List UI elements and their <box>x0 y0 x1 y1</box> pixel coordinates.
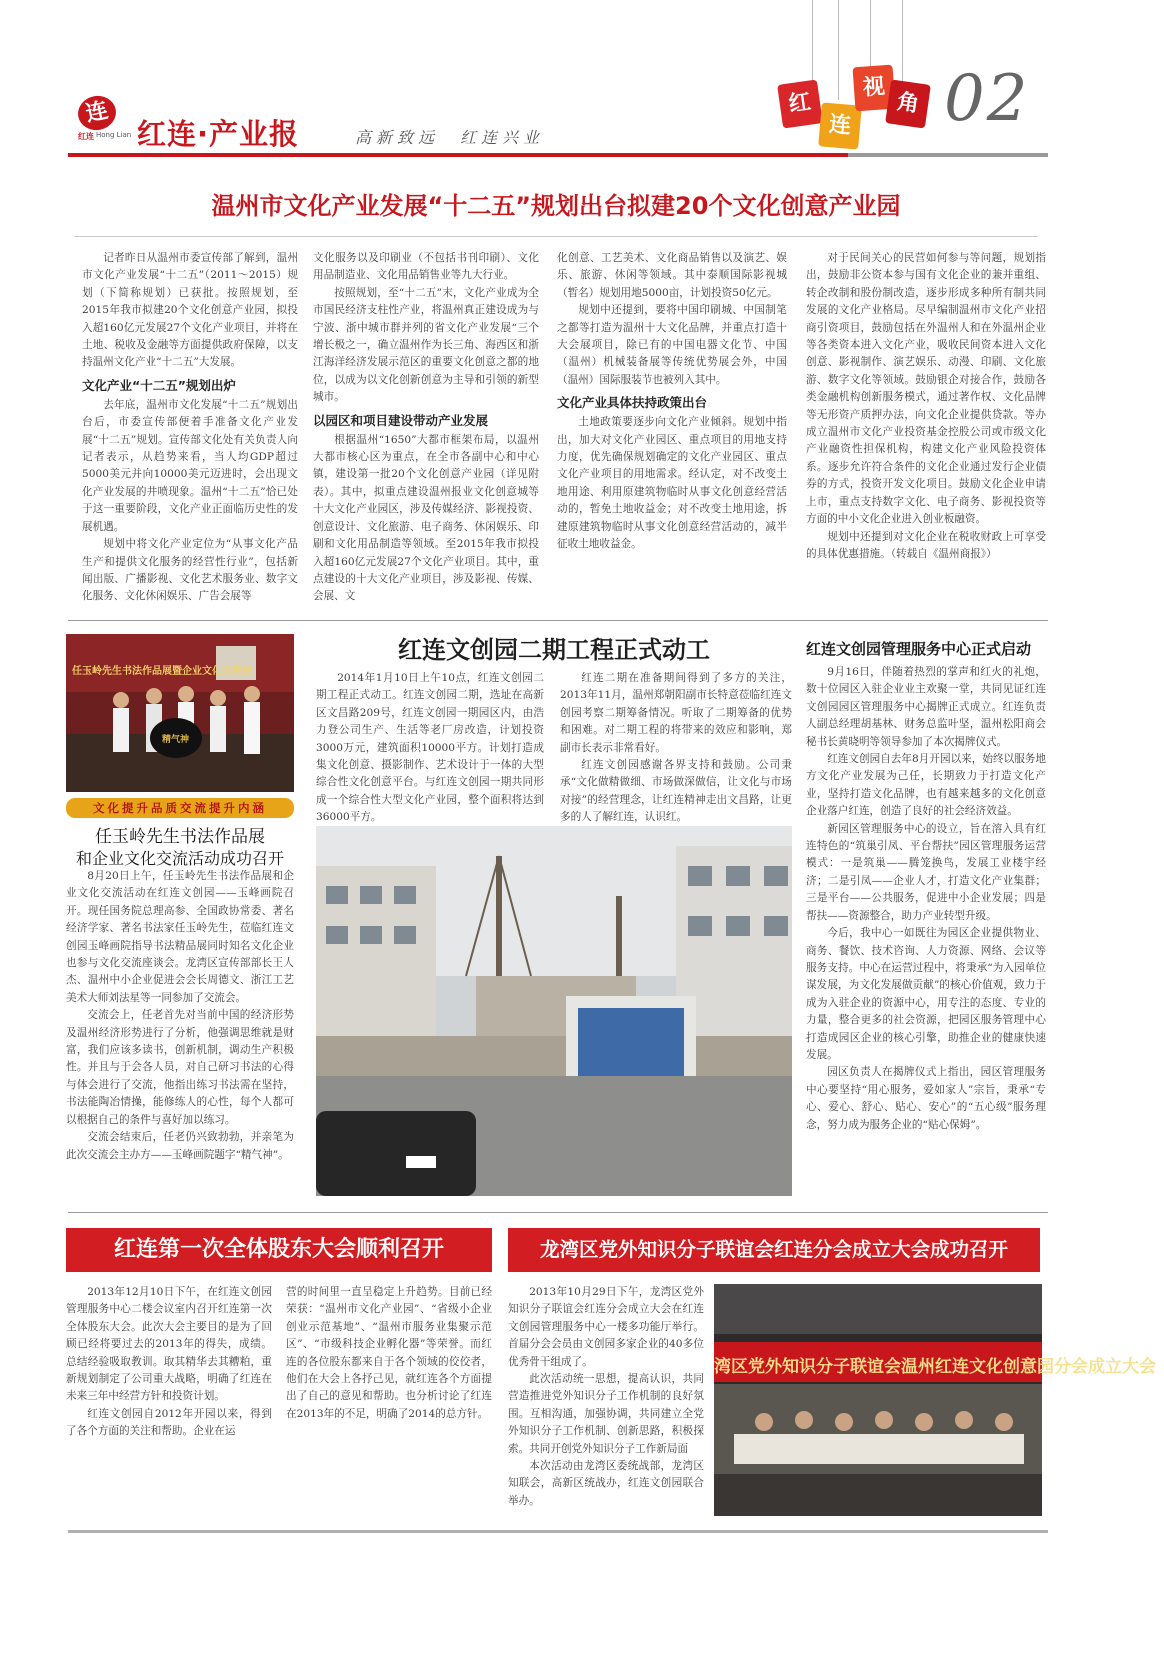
longwan-headline: 龙湾区党外知识分子联谊会红连分会成立大会成功召开 <box>508 1228 1040 1272</box>
calligraphy-photo <box>66 634 294 792</box>
paragraph: 红连二期在准备期间得到了多方的关注，2013年11月，温州郑朝阳副市长特意莅临红连文创园考察二期筹备情况。听取了二期筹备的优势和困难。对二期工程的将带来的效应和影响，郑副市长表示非常看好。 <box>560 672 792 754</box>
phase2-col-1 <box>316 670 544 827</box>
logo <box>78 96 132 146</box>
paragraph: 今后，我中心一如既往为园区企业提供物业、商务、餐饮、技术咨询、人力资源、网络、会议等服务支持。中心在运营过程中，将秉承“为入园单位谋发展，为文化发展做贡献”的核心价值观，致力于成为入驻企业的资源中心，用专注的态度、专业的力量，整合更多的社会资源，把园区服务管理中心打造成园区企业的核心引擎，助推企业的健康快速发展。 <box>806 927 1046 1061</box>
lead-col-4 <box>806 250 1046 563</box>
paragraph: 红连文创园自2012年开园以来，得到了各个方面的关注和帮助。企业在运 <box>66 1407 272 1438</box>
lead-col-3 <box>557 250 787 554</box>
lead-col-1 <box>82 250 298 606</box>
paragraph: 按照规划，至“十二五”末，文化产业成为全市国民经济支柱性产业，将温州真正建设成为与宁波、浙中城市群并列的省文化产业发展“三个增长极之一，确立温州作为长三角、海西区和浙江海洋经济发展示范区的重要文化创意之都的地位，以成为以文化创新创意为主导和引领的新型城市。 <box>313 286 539 404</box>
paragraph: 交流会结束后，任老仍兴致勃勃，并亲笔为此次交流会主办方——玉峰画院题字“精气神”。 <box>66 1131 294 1161</box>
calligraphy-title-1: 任玉岭先生书法作品展 <box>95 827 265 847</box>
paragraph: 记者昨日从温州市委宣传部了解到，温州市文化产业发展“十二五”（2011～2015）规划（下简称规划）已获批。按照规划，至2015年我市拟建20个文化创意产业园，拟投入超160亿元发展27个文化产业项目，并将在土地、税收及金融等方面提供政府保障，以支持温州文化产业“十二五”大发展。 <box>82 252 298 369</box>
masthead-title: 红连·产业报 <box>137 117 300 151</box>
phase2-headline: 红连文创园二期工程正式动工 <box>398 636 710 664</box>
photo-seal-text: 精气神 <box>162 735 190 745</box>
page-number: 02 <box>944 62 1030 136</box>
paragraph: 文化服务以及印刷业（不包括书刊印刷）、文化用品制造业、文化用品销售业等九大行业。 <box>313 252 539 282</box>
paragraph: 对于民间关心的民营如何参与等问题，规划指出，鼓励非公资本参与国有文化企业的兼并重组、转企改制和股份制改造，逐步形成多种所有制共同发展的文化产业格局。尽早编制温州市文化产业招商引资项目，鼓励包括在外温州人和在外温州企业等各类资本进入文化产业，吸收民间资本进入文化创意、影视制作、演艺娱乐、动漫、印刷、文化旅游、数字文化等领域。鼓励银企对接合作，鼓励各类金融机构创新服务模式，通过著作权、文化品牌等无形资产质押办法，向文化企业提供贷款。等办成立温州市文化产业投资基金控股公司或市级文化产业融资性担保机构，构建文化产业风险投资体系。逐步允许符合条件的文化企业通过发行企业债券的方式，投资开发文化项目。鼓励文化企业申请上市，重点支持数字文化、电子商务、影视投资等方面的中小文化企业进入创业板融资。 <box>806 252 1046 526</box>
meeting-photo <box>714 1284 1156 1516</box>
paragraph: 2013年12月10日下午，在红连文创园管理服务中心二楼会议室内召开红连第一次全体股东大会。此次大会主要目的是为了回顾已经将要过去的2013年的得失，成绩。总结经验吸取教训。取其精华去其糟粕，重新规划制定了公司重大战略，明确了红连在未来三年中经营方针和投资计划。 <box>66 1286 272 1403</box>
paragraph: 规划中还提到，要将中国印刷城、中国制笔之都等打造为温州十大文化品牌，并重点打造十大会展项目，除已有的中国电器文化节、中国（温州）机械装备展等传统优势展会外，中国（温州）国际服装节也被列入其中。 <box>557 304 787 386</box>
divider <box>68 620 1048 621</box>
paragraph: 8月20日上午，任玉岭先生书法作品展和企业文化交流活动在红连文创园——玉峰画院召开。现任国务院总理高参、全国政协常委、著名经济学家、著名书法家任玉岭先生，莅临红连文创园玉峰画院指导书法精品展同时知名文化企业也参与文化交流座谈会。龙湾区宣传部部长王人杰、温州中小企业促进会会长周德文、浙江工艺美术大师刘法星等一同参加了交流会。 <box>66 870 294 1004</box>
masthead <box>0 0 1164 175</box>
tag-1: 红 <box>777 79 823 128</box>
paragraph: 2013年10月29日下午，龙湾区党外知识分子联谊会红连分会成立大会在红连文创园管理服务中心一楼多功能厅举行。首届分会会员由文创园多家企业的40多位优秀骨干组成了。 <box>508 1286 704 1368</box>
paragraph: 根据温州“1650”大都市框架布局，以温州大都市核心区为重点，在全市各副中心和中心镇，建设第一批20个文化创意产业园（详见附表）。其中，拟重点建设温州报业文化创意城等十大文化产业园区，涉及传媒经济、影视投资、创意设计、文化旅游、电子商务、休闲娱乐、印刷和文化用品制造等领域。至2015年我市拟投入超160亿元发展27个文化产业项目。其中，重点建设的十大文化产业项目，涉及影视、传媒、会展、文 <box>313 433 539 603</box>
masthead-rule-red <box>68 153 848 157</box>
construction-photo <box>316 826 792 1196</box>
subheading: 文化产业“十二五”规划出炉 <box>82 377 236 393</box>
tag-2: 连 <box>818 102 862 149</box>
lead-headline-box <box>74 176 1038 237</box>
calligraphy-banner: 文化提升品质交流提升内涵 <box>66 798 294 818</box>
event-photo <box>66 634 294 792</box>
logo-mark: 连 <box>75 92 119 133</box>
paragraph: 本次活动由龙湾区委统战部，龙湾区知联会，高新区统战办，红连文创园联合举办。 <box>508 1460 704 1507</box>
shareholders-col-2 <box>286 1284 492 1423</box>
masthead-slogan: 高新致远 红连兴业 <box>355 128 545 147</box>
longwan-photo <box>714 1284 1156 1516</box>
lead-col-2 <box>313 250 539 606</box>
longwan-body <box>508 1284 704 1510</box>
paragraph: 去年底，温州市文化发展“十二五”规划出台后，市委宣传部便着手准备文化产业发展“十二五”规划。宣传部文化处有关负责人向记者表示，从趋势来看，当人均GDP超过5000美元并向10000美元迈进时，会出现文化产业发展的井喷现象。温州“十二五”恰已处于这一重要阶段，文化产业正面临历史性的发展机遇。 <box>82 398 298 533</box>
calligraphy-title-2: 和企业文化交流活动成功召开 <box>75 849 284 868</box>
paragraph: 化创意、工艺美术、文化商品销售以及演艺、娱乐、旅游、休闲等领域。其中泰顺国际影视城（暂名）规划用地5000亩，计划投资50亿元。 <box>557 252 787 299</box>
paragraph: 规划中还提到对文化企业在税收财政上可享受的具体优惠措施。（转载自《温州商报》） <box>806 530 1046 560</box>
paragraph: 红连文创园感谢各界支持和鼓励。公司秉承“文化做精做细、市场做深做信，让文化与市场对接”的经营理念，让红连精神走出文昌路，让更多的人了解红连，认识红。 <box>560 759 792 824</box>
phase2-col-2 <box>560 670 792 827</box>
paragraph: 土地政策要逐步向文化产业倾斜。规划中指出，加大对文化产业园区、重点项目的用地支持力度，优先确保规划确定的文化产业园区、重点文化产业项目的用地需求。经认定，对不改变土地用途、利用原建筑物临时从事文化创意经营活动的，暂免土地收益金；对不改变土地用途，拆建原建筑物临时从事文化创意经营活动的，减半征收土地收益金。 <box>557 416 787 551</box>
paragraph: 新园区管理服务中心的设立，旨在溶入具有红连特色的“筑巢引凤、平台帮扶”园区管理服务运营模式：一是筑巢——腾笼换鸟，发展工业楼宇经济；二是引凤——企业人才，打造文化产业集群；三是平台——公共服务，促进中小企业发展；四是帮扶——资源整合，助力产业转型升级。 <box>806 822 1046 922</box>
paragraph: 营的时间里一直呈稳定上升趋势。目前已经荣获：“温州市文化产业园”、“省级小企业创业示范基地”、“温州市服务业集聚示范区”、“市级科技企业孵化器”等荣誉。而红连的各位股东都来自于各个领域的佼佼者，他们在大会上各抒己见，就红连各个方面提出了自己的意见和帮助。也分析讨论了红连在2013年的不足，明确了2014的总方针。 <box>286 1286 492 1420</box>
photo-backdrop-text: 任玉岭先生书法作品展暨企业文化交流会 <box>72 666 252 677</box>
tag-4: 角 <box>885 79 931 128</box>
shareholders-col-1 <box>66 1284 272 1441</box>
lead-headline: 温州市文化产业发展“十二五”规划出台拟建20个文化创意产业园 <box>211 192 901 220</box>
paragraph: 2014年1月10日上午10点，红连文创园二期工程正式动工。红连文创园二期，选址在高新区文昌路209号，红连文创园一期园区内，由浩力登公司生产、生活等老厂房改造，计划投资3000万元，建筑面积10000平方。计划打造成集文化创意、摄影制作、艺术设计于一体的大型综合性文化创意平台。与红连文创园一期共同形成一个综合性大型文化产业园，整个面积将达到36000平方。 <box>316 672 544 824</box>
photo-banner-text: 湾区党外知识分子联谊会温州红连文化创意园分会成立大会 <box>714 1357 1156 1377</box>
paragraph: 交流会上，任老首先对当前中国的经济形势及温州经济形势进行了分析，他强调思维就是财富，我们应该多读书，创新机制，调动生产积极性。并且与于会各人员，对自己研习书法的心得与体会进行了交流，他指出练习书法需在坚持，书法能陶冶情操，能修练人的心性，每个人都可以根据自己的条件与喜好加以练习。 <box>66 1009 294 1126</box>
construction-site-image <box>316 826 792 1196</box>
calligraphy-body <box>66 868 294 1164</box>
service-body <box>806 664 1046 1134</box>
divider <box>68 1212 1048 1213</box>
paragraph: 红连文创园自去年8月开园以来，始终以服务地方文化产业发展为己任，长期致力于打造文化产业，坚持打造文化品牌，也有越来越多的文化创意企业落户红连，创造了良好的社会经济效益。 <box>806 753 1046 818</box>
logo-cn: 红连 <box>78 132 94 141</box>
paragraph: 9月16日，伴随着热烈的掌声和红火的礼炮，数十位园区入驻企业业主欢聚一堂，共同见证红连文创园园区管理服务中心揭牌正式成立。红连负责人副总经理胡基林、财务总监叶坚，温州松阳商会秘书长黄晓明等领导参加了本次揭牌仪式。 <box>806 666 1046 748</box>
tag-3: 视 <box>853 65 896 112</box>
subheading: 文化产业具体扶持政策出台 <box>557 395 708 411</box>
logo-en: Hong Lian <box>96 131 132 139</box>
paragraph: 此次活动统一思想，提高认识，共同营造推进党外知识分子工作机制的良好氛围。互相沟通，加强协调，共同建立全党外知识分子工作机制、创新思路，积极探索。共同开创党外知识分子工作新局面 <box>508 1373 704 1455</box>
paragraph: 规划中将文化产业定位为“从事文化产品生产和提供文化服务的经营性行业”，包括新闻出版、广播影视、文化艺术服务业、数字文化服务、文化休闲娱乐、广告会展等 <box>82 538 298 603</box>
masthead-rule-gray <box>848 153 1048 157</box>
paragraph: 园区负责人在揭牌仪式上指出，园区管理服务中心要坚持“用心服务，爱如家人”宗旨，秉承“专心、爱心、舒心、贴心、安心”的“五心级”服务理念，努力成为服务企业的“贴心保姆”。 <box>806 1066 1046 1131</box>
subheading: 以园区和项目建设带动产业发展 <box>313 412 489 428</box>
shareholders-headline: 红连第一次全体股东大会顺利召开 <box>66 1228 492 1272</box>
service-headline: 红连文创园管理服务中心正式启动 <box>806 640 1032 658</box>
footer-rule <box>68 1530 1048 1533</box>
